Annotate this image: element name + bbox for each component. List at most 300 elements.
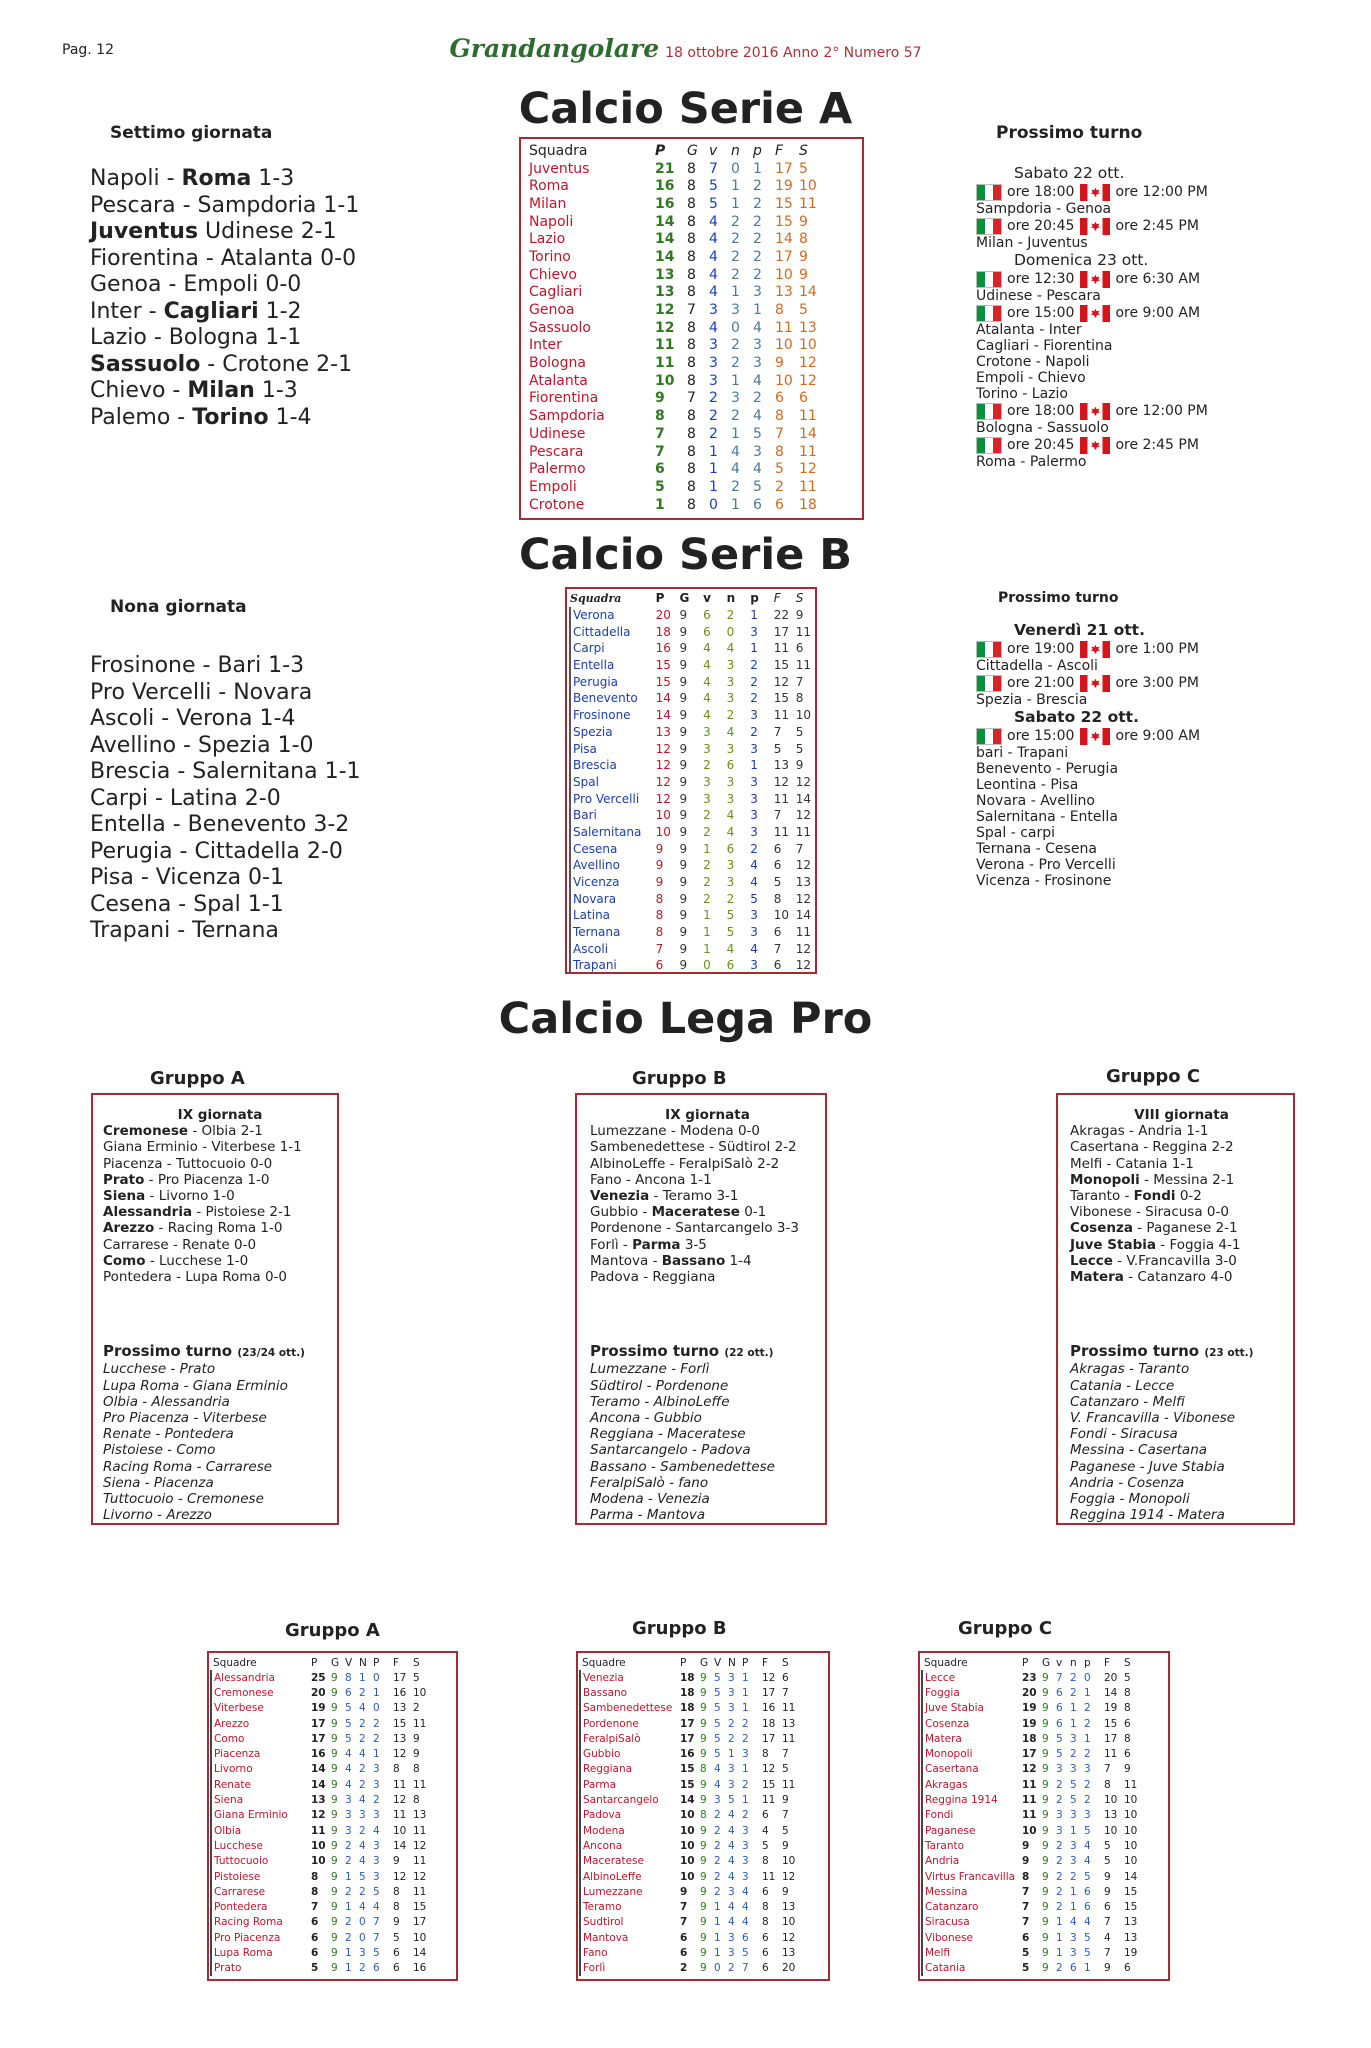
cell: FeralpiSalò (580, 1731, 680, 1746)
cell: 2 (1056, 1839, 1063, 1852)
next-fixture: Modena - Venezia (590, 1491, 710, 1508)
cell: Perugia (570, 673, 656, 690)
next-fixture: Paganese - Juve Stabia (1070, 1458, 1225, 1475)
next-fixture: Reggiana - Maceratese (590, 1426, 746, 1443)
result-text: Lazio - Bologna 1-1 (90, 325, 302, 350)
table-row (922, 1884, 1139, 1899)
kickoff-times (976, 674, 1276, 692)
cell: 9 (700, 1931, 707, 1944)
result-text: Gubbio - (590, 1204, 652, 1221)
cell: 5 (799, 160, 808, 177)
cell: 3 (753, 443, 762, 460)
italy-time: ore 21:00 (1007, 675, 1075, 691)
result-text: Chievo - (90, 378, 188, 403)
cell: Matera (922, 1731, 1022, 1746)
cell: 6 (1124, 1748, 1131, 1761)
serie-b-result-9: Cesena - Spal 1-1 (90, 891, 284, 917)
cell: Sambenedettese (580, 1701, 680, 1716)
table-row (570, 740, 814, 757)
cell: 3 (753, 355, 762, 372)
italy-time: ore 15:00 (1007, 728, 1075, 744)
cell: Torino (529, 248, 571, 265)
cell: 10 (1124, 1824, 1138, 1837)
cell: 2 (1056, 1962, 1063, 1975)
cell: 5 (714, 1748, 721, 1761)
fixture: Novara - Avellino (976, 793, 1095, 809)
kickoff-times (976, 183, 1276, 201)
group-result (1070, 1204, 1293, 1220)
cell: 10 (799, 178, 817, 195)
cell: 9 (1042, 1839, 1049, 1852)
cell: 4 (728, 1809, 735, 1822)
winner-name: Roma (181, 166, 252, 191)
cell: 8 (1104, 1778, 1111, 1791)
cell: 5 (413, 1671, 420, 1684)
italy-time: ore 20:45 (1007, 218, 1075, 234)
lega-pro-group-b-box (575, 1093, 827, 1525)
cell: 6 (762, 1946, 769, 1959)
cell: 10 (775, 372, 793, 389)
table-row (211, 1792, 428, 1807)
cell: 4 (1084, 1855, 1091, 1868)
canada-flag-icon (1080, 403, 1110, 420)
table-row (580, 1701, 797, 1716)
cell: 4 (750, 858, 758, 873)
cell: 9 (679, 724, 688, 739)
cell: 3 (1056, 1824, 1063, 1837)
table-header (580, 1656, 797, 1670)
table-row (922, 1746, 1139, 1761)
next-fixture: Siena - Piacenza (103, 1474, 214, 1491)
cell: 10 (775, 266, 793, 283)
cell: 3 (373, 1839, 380, 1852)
cell: 20 (655, 608, 671, 623)
cell: 15 (655, 674, 671, 689)
cell: 20 (311, 1686, 326, 1699)
result-text: Piacenza - Tuttocuoio 0-0 (103, 1155, 273, 1172)
header-cell: G (687, 142, 698, 159)
cell: 3 (726, 674, 735, 689)
header-cell: P (1022, 1657, 1029, 1669)
table-row (922, 1685, 1139, 1700)
cell: 7 (782, 1686, 789, 1699)
cell: 1 (1070, 1824, 1077, 1837)
cell: 9 (799, 248, 808, 265)
group-result (103, 1253, 337, 1269)
table-row (570, 640, 814, 657)
cell: 14 (393, 1839, 407, 1852)
cell: 2 (753, 248, 762, 265)
cell: 3 (1070, 1839, 1077, 1852)
cell: 6 (762, 1885, 769, 1898)
group-result (103, 1269, 337, 1285)
cell: 9 (700, 1962, 707, 1975)
table-row (922, 1961, 1139, 1976)
table-row (570, 924, 814, 941)
cell: 25 (311, 1671, 326, 1684)
cell: 4 (742, 1885, 749, 1898)
cell: Vibonese (922, 1930, 1022, 1945)
cell: 2 (709, 408, 718, 425)
cell: Messina (922, 1884, 1022, 1899)
cell: 9 (1022, 1855, 1030, 1868)
cell: 16 (655, 195, 675, 212)
round-title: IX giornata (177, 1107, 263, 1123)
cell: 3 (742, 1824, 749, 1837)
cell: Palermo (529, 461, 586, 478)
cell: Racing Roma (211, 1915, 311, 1930)
cell: 6 (393, 1962, 400, 1975)
cell: 8 (687, 337, 696, 354)
cell: 9 (679, 774, 688, 789)
cell: 11 (1022, 1778, 1037, 1791)
cell: Pisa (570, 740, 656, 757)
cell: 10 (655, 808, 671, 823)
table-row (570, 940, 814, 957)
cell: 4 (728, 1824, 735, 1837)
cell: 9 (331, 1824, 338, 1837)
cell: 4 (726, 724, 735, 739)
cell: 6 (742, 1931, 749, 1944)
cell: 4 (345, 1778, 352, 1791)
table-row (580, 1808, 797, 1823)
cell: 9 (1042, 1732, 1049, 1745)
cell: 2 (703, 808, 711, 823)
next-round-heading (590, 1343, 825, 1361)
table-row (580, 1731, 797, 1746)
cell: 14 (795, 908, 811, 923)
cell: 11 (1124, 1778, 1138, 1791)
serie-a-standings-table (529, 142, 821, 513)
cell: 1 (714, 1931, 721, 1944)
table-row (529, 248, 821, 266)
result-text: Inter - (90, 298, 164, 324)
cell: 17 (393, 1671, 407, 1684)
result-text: Fano - Ancona 1-1 (590, 1171, 712, 1188)
cell: 3 (728, 1702, 735, 1715)
cell: 5 (775, 461, 784, 478)
cell: 17 (773, 624, 790, 639)
cell: Catania (922, 1961, 1022, 1976)
cell: 2 (359, 1763, 366, 1776)
cell: 8 (393, 1763, 400, 1776)
cell: Lupa Roma (211, 1945, 311, 1960)
table-row (580, 1762, 797, 1777)
cell: 9 (795, 608, 804, 623)
cell: 1 (742, 1763, 749, 1776)
cell: 5 (714, 1717, 721, 1730)
group-result (103, 1139, 337, 1155)
cell: 1 (345, 1962, 352, 1975)
cell: 5 (709, 178, 718, 195)
cell: 9 (679, 691, 688, 706)
result-text: Fiorentina - Atalanta 0-0 (90, 245, 357, 271)
table-row (529, 443, 821, 461)
cell: 5 (1056, 1732, 1063, 1745)
cell: 1 (1056, 1916, 1063, 1929)
cell: 6 (311, 1916, 319, 1929)
serie-a-result-9 (90, 405, 359, 432)
cell: 15 (393, 1717, 407, 1730)
cell: 12 (655, 758, 671, 773)
cell: 9 (331, 1839, 338, 1852)
cell: 1 (1084, 1732, 1091, 1745)
cell: 6 (762, 1962, 769, 1975)
cell: 10 (311, 1855, 326, 1868)
cell: 11 (773, 791, 790, 806)
cell: 17 (762, 1732, 776, 1745)
serie-a-result-6 (90, 325, 359, 352)
result-text: - Pistoiese 2-1 (192, 1204, 292, 1221)
cell: 11 (799, 478, 817, 495)
cell: 3 (728, 1931, 735, 1944)
cell: 15 (680, 1778, 695, 1791)
cell: 8 (773, 891, 782, 906)
cell: Piacenza (211, 1746, 311, 1761)
serie-b-title: Calcio Serie B (518, 530, 853, 580)
cell: 11 (1022, 1794, 1037, 1807)
cell: 13 (655, 266, 675, 283)
cell: 4 (359, 1839, 366, 1852)
result-text: - V.Francavilla 3-0 (1112, 1252, 1237, 1269)
cell: 7 (709, 160, 718, 177)
fixture: Leontina - Pisa (976, 777, 1079, 793)
result-text: 1-3 (254, 378, 298, 403)
cell: 9 (331, 1870, 338, 1883)
table-row (570, 657, 814, 674)
lega-pro-group-c-title: Gruppo C (1106, 1066, 1201, 1087)
cell: 15 (775, 213, 793, 230)
cell: 8 (655, 908, 664, 923)
table-row (211, 1716, 428, 1731)
cell: 5 (782, 1763, 789, 1776)
canada-flag-icon (1080, 728, 1110, 745)
cell: 3 (703, 774, 711, 789)
lega-pro-table-a-title: Gruppo A (285, 1620, 380, 1641)
group-result (590, 1188, 825, 1204)
table-row (580, 1685, 797, 1700)
header-cell: p (750, 591, 759, 606)
result-text: Carrarese - Renate 0-0 (103, 1236, 257, 1253)
serie-a-standings (519, 137, 864, 520)
cell: 12 (773, 674, 790, 689)
cell: 11 (413, 1778, 427, 1791)
cell: 14 (680, 1794, 695, 1807)
cell: 4 (731, 461, 740, 478)
table-row (580, 1899, 797, 1914)
serie-a-results (90, 166, 359, 431)
table-row (529, 460, 821, 478)
lega-pro-group-a-box (91, 1093, 339, 1525)
result-text: 0-2 (1175, 1188, 1202, 1205)
cell: 4 (345, 1748, 352, 1761)
next-date: (23 ott.) (1204, 1347, 1254, 1360)
cell: 13 (775, 284, 793, 301)
table-row (211, 1961, 428, 1976)
cell: Inter (529, 337, 562, 354)
cell: 12 (795, 858, 811, 873)
cell: 3 (742, 1748, 749, 1761)
cell: 11 (1022, 1809, 1037, 1822)
cell: 13 (311, 1794, 326, 1807)
next-fixture: Südtirol - Pordenone (590, 1377, 729, 1394)
cell: Cosenza (922, 1716, 1022, 1731)
page-number: Pag. 12 (62, 42, 114, 58)
cell: Giana Erminio (211, 1808, 311, 1823)
cell: 14 (1124, 1870, 1138, 1883)
cell: 8 (687, 195, 696, 212)
table-row (211, 1777, 428, 1792)
table-row (570, 623, 814, 640)
cell: 18 (799, 496, 817, 513)
result-text: - Lucchese 1-0 (145, 1252, 249, 1269)
cell: 11 (795, 624, 811, 639)
cell: 9 (700, 1671, 707, 1684)
masthead (0, 34, 1371, 63)
cell: 17 (1104, 1732, 1118, 1745)
cell: 16 (762, 1702, 776, 1715)
cell: 4 (753, 319, 762, 336)
cell: 10 (413, 1931, 427, 1944)
cell: 1 (750, 608, 758, 623)
cell: Benevento (570, 690, 656, 707)
cell: 5 (762, 1839, 769, 1852)
cell: 7 (1022, 1885, 1030, 1898)
cell: 9 (679, 658, 688, 673)
group-result (103, 1237, 337, 1253)
table-row (922, 1762, 1139, 1777)
cell: 4 (714, 1763, 721, 1776)
cell: 3 (1070, 1855, 1077, 1868)
cell: 9 (331, 1763, 338, 1776)
cell: 9 (679, 858, 688, 873)
italy-flag-icon (976, 218, 1002, 235)
cell: 6 (311, 1946, 319, 1959)
table-row (570, 790, 814, 807)
cell: 6 (1070, 1962, 1077, 1975)
brand-name: Grandangolare (449, 34, 660, 63)
group-result (1070, 1172, 1293, 1188)
result-text: Padova - Reggiana (590, 1269, 716, 1286)
winner-name: Torino (192, 404, 269, 430)
cell: Milan (529, 195, 567, 212)
table-row (570, 907, 814, 924)
cell: 11 (799, 408, 817, 425)
lega-pro-table-a (207, 1651, 458, 1981)
cell: 9 (1042, 1946, 1049, 1959)
cell: 7 (687, 390, 696, 407)
cell: 4 (731, 443, 740, 460)
cell: 3 (1070, 1763, 1077, 1776)
next-fixture: Pro Piacenza - Viterbese (103, 1410, 267, 1427)
cell: 2 (731, 337, 740, 354)
cell: 2 (703, 758, 711, 773)
cell: 9 (700, 1870, 707, 1883)
lega-pro-table-b-title: Gruppo B (632, 1618, 727, 1639)
cell: 15 (1104, 1717, 1118, 1730)
cell: 18 (680, 1671, 695, 1684)
cell: Pistoiese (211, 1869, 311, 1884)
cell: 11 (795, 658, 811, 673)
cell: Juventus (529, 160, 590, 177)
table-row (211, 1869, 428, 1884)
cell: 9 (331, 1916, 338, 1929)
table-row (211, 1746, 428, 1761)
cell: 9 (1042, 1931, 1049, 1944)
cell: 19 (311, 1702, 326, 1715)
canada-time: ore 2:45 PM (1115, 437, 1199, 453)
cell: 12 (762, 1763, 776, 1776)
cell: 12 (773, 774, 790, 789)
lega-pro-group-a-title: Gruppo A (150, 1068, 245, 1089)
cell: Fano (580, 1945, 680, 1960)
serie-a-title: Calcio Serie A (518, 84, 853, 134)
table-row (580, 1716, 797, 1731)
table-row (211, 1945, 428, 1960)
cell: 1 (345, 1901, 352, 1914)
cell: 2 (753, 213, 762, 230)
cell: Brescia (570, 757, 656, 774)
cell: 7 (373, 1916, 380, 1929)
cell: 10 (775, 337, 793, 354)
cell: 0 (359, 1916, 366, 1929)
winner-name: Fondi (1133, 1188, 1176, 1205)
cell: 8 (775, 302, 784, 319)
winner-name: Alessandria (103, 1204, 193, 1221)
next-fixture: Lupa Roma - Giana Erminio (103, 1377, 288, 1394)
cell: 2 (373, 1717, 380, 1730)
cell: 3 (728, 1763, 735, 1776)
group-result (1070, 1188, 1293, 1204)
cell: 1 (359, 1671, 366, 1684)
round-title: IX giornata (665, 1107, 750, 1123)
cell: 3 (703, 741, 711, 756)
cell: 5 (709, 195, 718, 212)
table-row (211, 1685, 428, 1700)
cell: 2 (1070, 1748, 1077, 1761)
table-row (580, 1869, 797, 1884)
header-cell: n (726, 591, 736, 606)
serie-b-result-4: Brescia - Salernitana 1-1 (90, 759, 361, 784)
cell: 2 (728, 1717, 735, 1730)
winner-name: Cagliari (163, 298, 259, 324)
cell: 11 (795, 824, 811, 839)
cell: 12 (413, 1839, 427, 1852)
cell: 16 (655, 178, 675, 195)
cell: Avellino (570, 857, 656, 874)
cell: 9 (1042, 1855, 1049, 1868)
cell: 3 (726, 774, 735, 789)
result-text: - Racing Roma 1-0 (154, 1220, 283, 1237)
cell: 12 (795, 958, 811, 973)
cell: 3 (750, 808, 758, 823)
cell: Santarcangelo (580, 1792, 680, 1807)
cell: 5 (655, 478, 665, 495)
cell: 9 (331, 1748, 338, 1761)
issue-info: 18 ottobre 2016 Anno 2° Numero 57 (665, 45, 922, 61)
cell: 13 (795, 875, 811, 890)
cell: 11 (773, 824, 790, 839)
cell: 5 (345, 1732, 352, 1745)
cell: 12 (655, 741, 671, 756)
cell: 4 (703, 658, 711, 673)
serie-b-results (90, 653, 361, 945)
cell: 3 (726, 741, 735, 756)
table-row (570, 607, 814, 624)
cell: 8 (775, 443, 784, 460)
group-result (590, 1204, 825, 1220)
lega-pro-table-c-grid (921, 1656, 1140, 1976)
